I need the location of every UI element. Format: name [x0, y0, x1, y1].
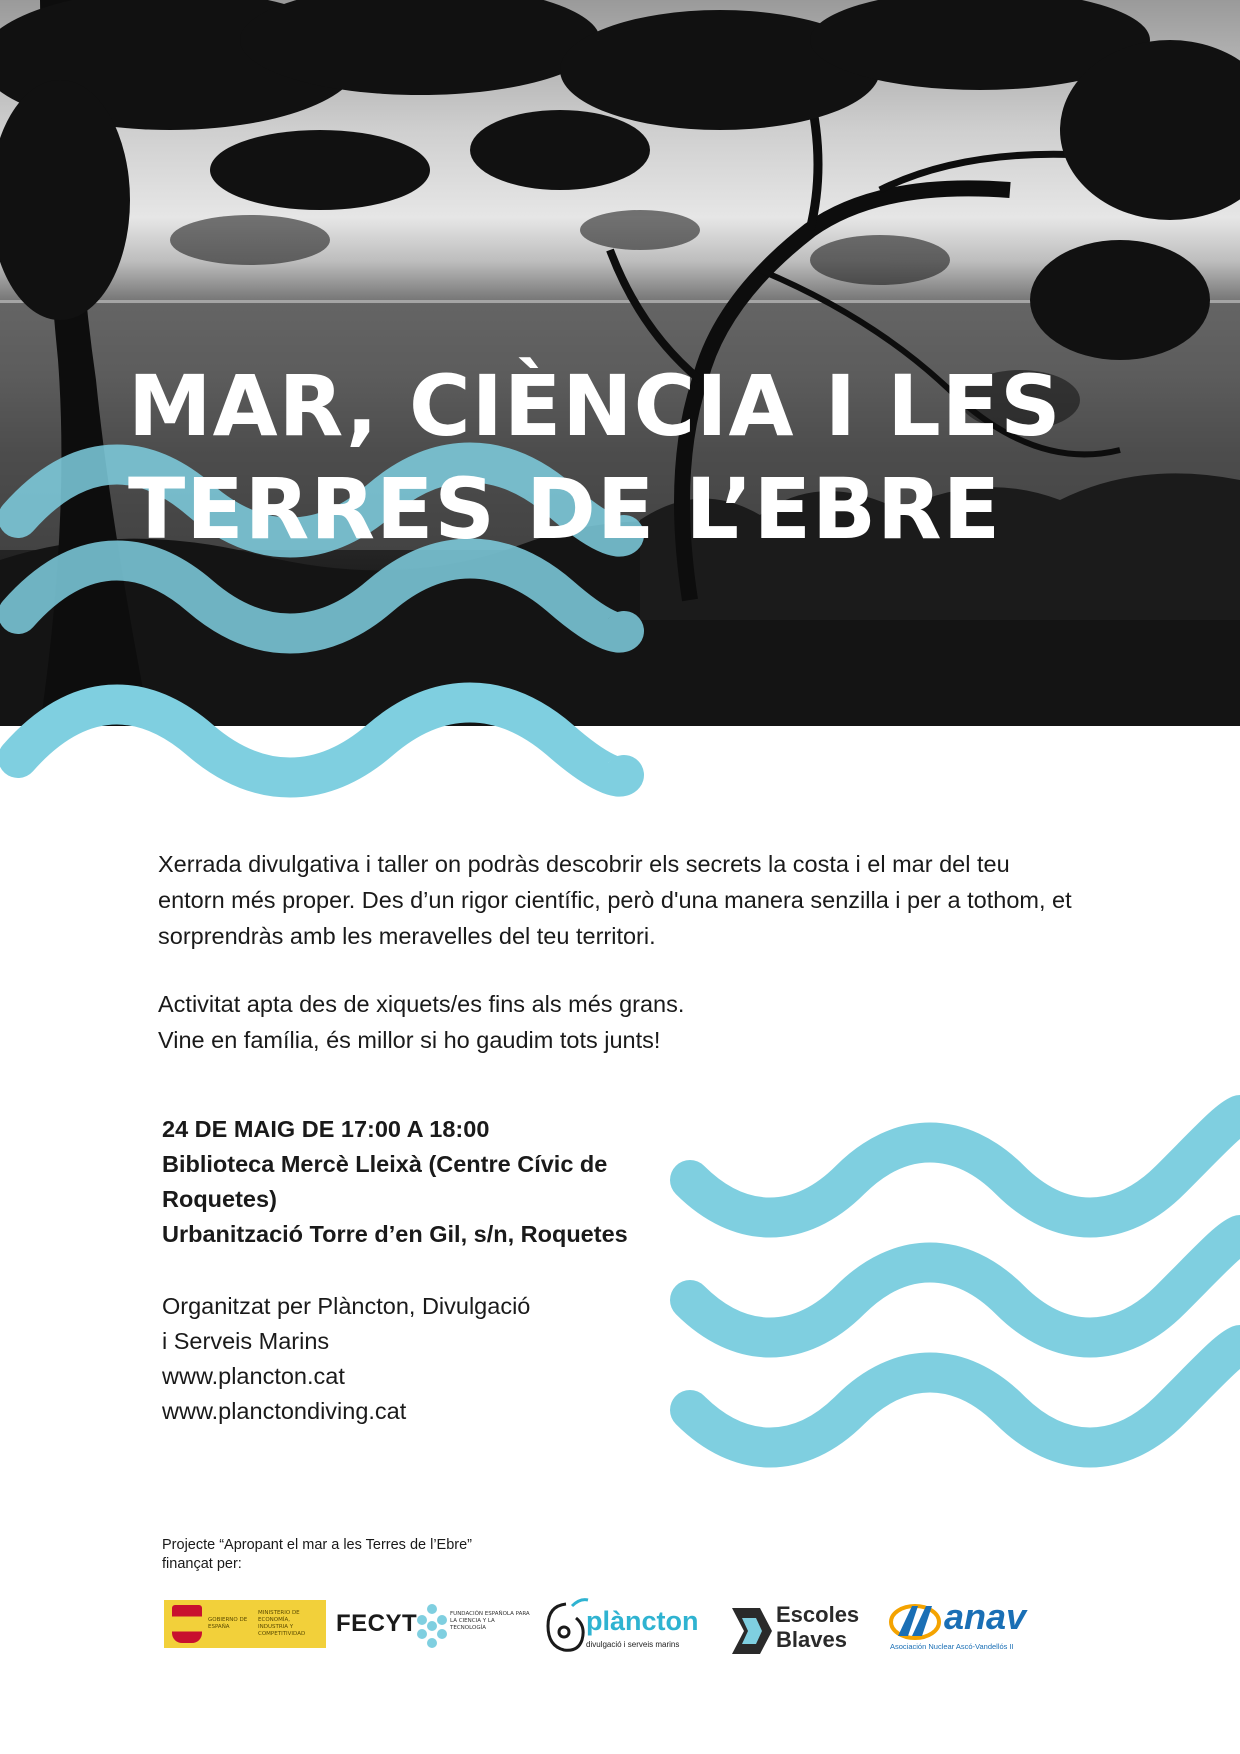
fecyt-logo — [336, 1604, 530, 1648]
coat-of-arms-icon — [172, 1605, 202, 1643]
molecule-icon — [416, 1604, 448, 1648]
anav-logo — [888, 1598, 1048, 1662]
anav-subtitle: Asociación Nuclear Ascó-Vandellós II — [890, 1642, 1014, 1651]
plancton-wordmark: plàncton — [586, 1606, 699, 1636]
escoles-blaves-wordmark — [776, 1602, 859, 1652]
organizer-line-2: i Serveis Marins — [162, 1328, 330, 1354]
poster-title: MAR, CIÈNCIA I LES TERRES DE L’EBRE — [128, 357, 1062, 558]
funding-line-1: Projecte “Apropant el mar a les Terres de l’Ebre” — [162, 1537, 473, 1553]
organizer-website-1[interactable]: www.plancton.cat — [162, 1363, 345, 1389]
plankton-icon — [542, 1596, 590, 1658]
description-paragraph — [158, 846, 1078, 954]
anav-symbol-icon — [888, 1600, 942, 1640]
fecyt-wordmark: FECYT — [336, 1610, 418, 1637]
description-text: Xerrada divulgativa i taller on podràs descobrir els secrets la costa i el mar del teu entorn més proper. Des d’un rigor científic, però d'una manera senzilla i per a tothom, et sorprendràs amb les meravelles del teu territori. — [158, 851, 1072, 949]
event-address: Urbanització Torre d’en Gil, s/n, Roquetes — [162, 1221, 628, 1247]
audience-line-2: Vine en família, és millor si ho gaudim tots junts! — [158, 1027, 661, 1053]
organizer-info — [162, 1289, 682, 1429]
gobierno-logo — [164, 1600, 326, 1648]
anav-wordmark: anav — [944, 1596, 1027, 1637]
ministerio-label: MINISTERIO DE ECONOMÍA, INDUSTRIA Y COMPETITIVIDAD — [258, 1610, 306, 1637]
funding-note — [162, 1536, 472, 1574]
event-details — [162, 1112, 682, 1252]
sponsor-logos — [0, 1590, 1240, 1670]
escoles-blaves-logo — [728, 1600, 868, 1660]
organizer-website-2[interactable]: www.planctondiving.cat — [162, 1398, 407, 1424]
fish-icon — [728, 1604, 772, 1658]
audience-paragraph — [158, 986, 1078, 1058]
audience-line-1: Activitat apta des de xiquets/es fins als més grans. — [158, 991, 685, 1017]
gobierno-label: GOBIERNO DE ESPAÑA — [208, 1617, 248, 1630]
event-venue-line-2: Roquetes) — [162, 1186, 277, 1212]
escoles-label: Escoles — [776, 1602, 860, 1627]
fecyt-subtitle: FUNDACIÓN ESPAÑOLA PARA LA CIENCIA Y LA TECNOLOGÍA — [450, 1611, 530, 1631]
blaves-label: Blaves — [776, 1627, 847, 1652]
event-venue-line-1: Biblioteca Mercè Lleixà (Centre Cívic de — [162, 1151, 608, 1177]
organizer-line-1: Organitzat per Plàncton, Divulgació — [162, 1293, 531, 1319]
plancton-subtitle: divulgació i serveis marins — [586, 1640, 680, 1649]
funding-line-2: finançat per: — [162, 1556, 242, 1572]
event-datetime: 24 DE MAIG DE 17:00 A 18:00 — [162, 1116, 490, 1142]
plancton-logo — [542, 1592, 704, 1662]
